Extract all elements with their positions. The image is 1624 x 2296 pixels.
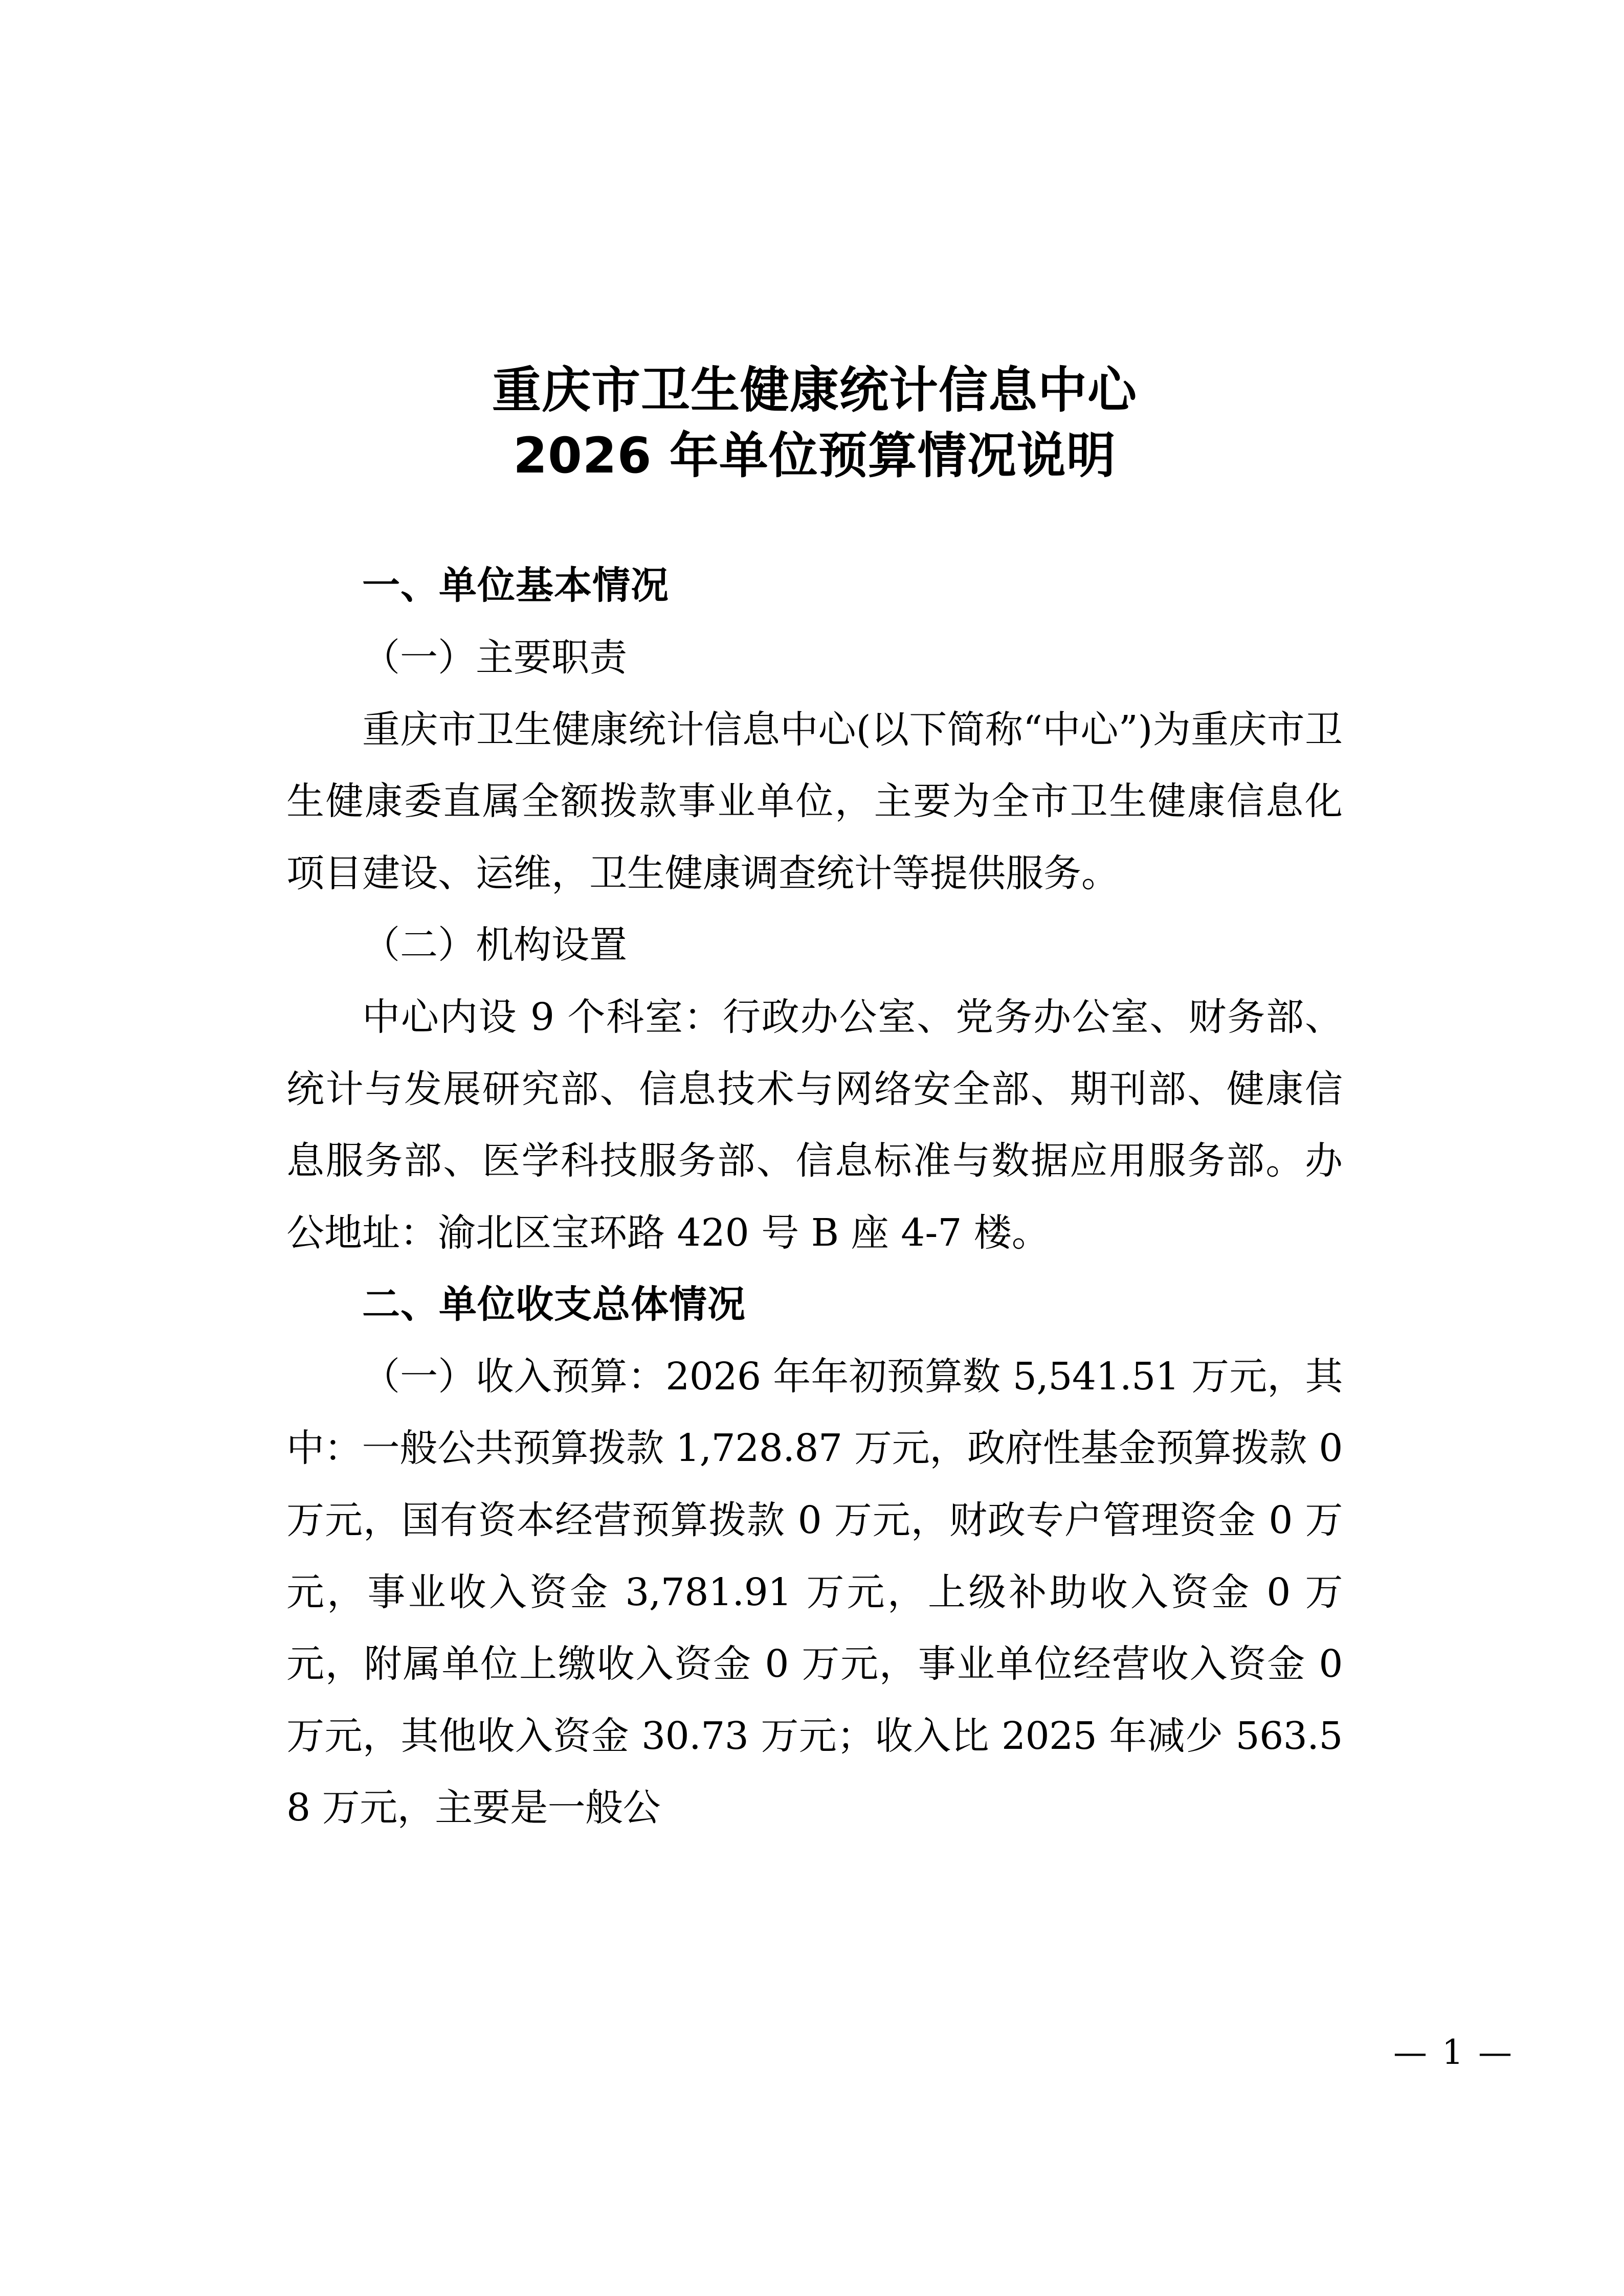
page-number-footer: — 1 — — [1393, 2033, 1514, 2072]
subsection-heading-1-1: （一）主要职责 — [362, 635, 627, 680]
section-heading-2: 二、单位收支总体情况 — [362, 1282, 746, 1327]
paragraph-organization-structure: 中心内设 9 个科室：行政办公室、党务办公室、财务部、统计与发展研究部、信息技术与网络安全部、期刊部、健康信息服务部、医学科技服务部、信息标准与数据应用服务部。办公地址：渝北区宝环路 420 号 B 座 4-7 楼。 — [286, 995, 1343, 1255]
title-line-1: 重庆市卫生健康统计信息中心 — [492, 362, 1137, 419]
section-heading-1: 一、单位基本情况 — [362, 564, 669, 608]
paragraph-main-duties: 重庆市卫生健康统计信息中心(以下简称“中心”)为重庆市卫生健康委直属全额拨款事业单位，主要为全市卫生健康信息化项目建设、运维，卫生健康调查统计等提供服务。 — [286, 707, 1343, 895]
title-line-2: 2026 年单位预算情况说明 — [513, 426, 1116, 484]
paragraph-income-budget: （一）收入预算：2026 年年初预算数 5,541.51 万元，其中：一般公共预算拨款 1,728.87 万元，政府性基金预算拨款 0 万元，国有资本经营预算拨款 0 万元，财政专户管理资金 0 万元，事业收入资金 3,781.91 万元，上级补助收入资金 0 万元，附属单位上缴收入资金 0 万元，事业单位经营收入资金 0 万元，其他收入资金 30.73 万元；收入比 2025 年减少 563.58 万元，主要是一般公 — [286, 1354, 1343, 1830]
title-spacer — [286, 488, 1343, 550]
page-content — [286, 0, 1343, 1844]
page-title — [286, 358, 1343, 488]
subsection-heading-1-2: （二）机构设置 — [362, 923, 627, 967]
